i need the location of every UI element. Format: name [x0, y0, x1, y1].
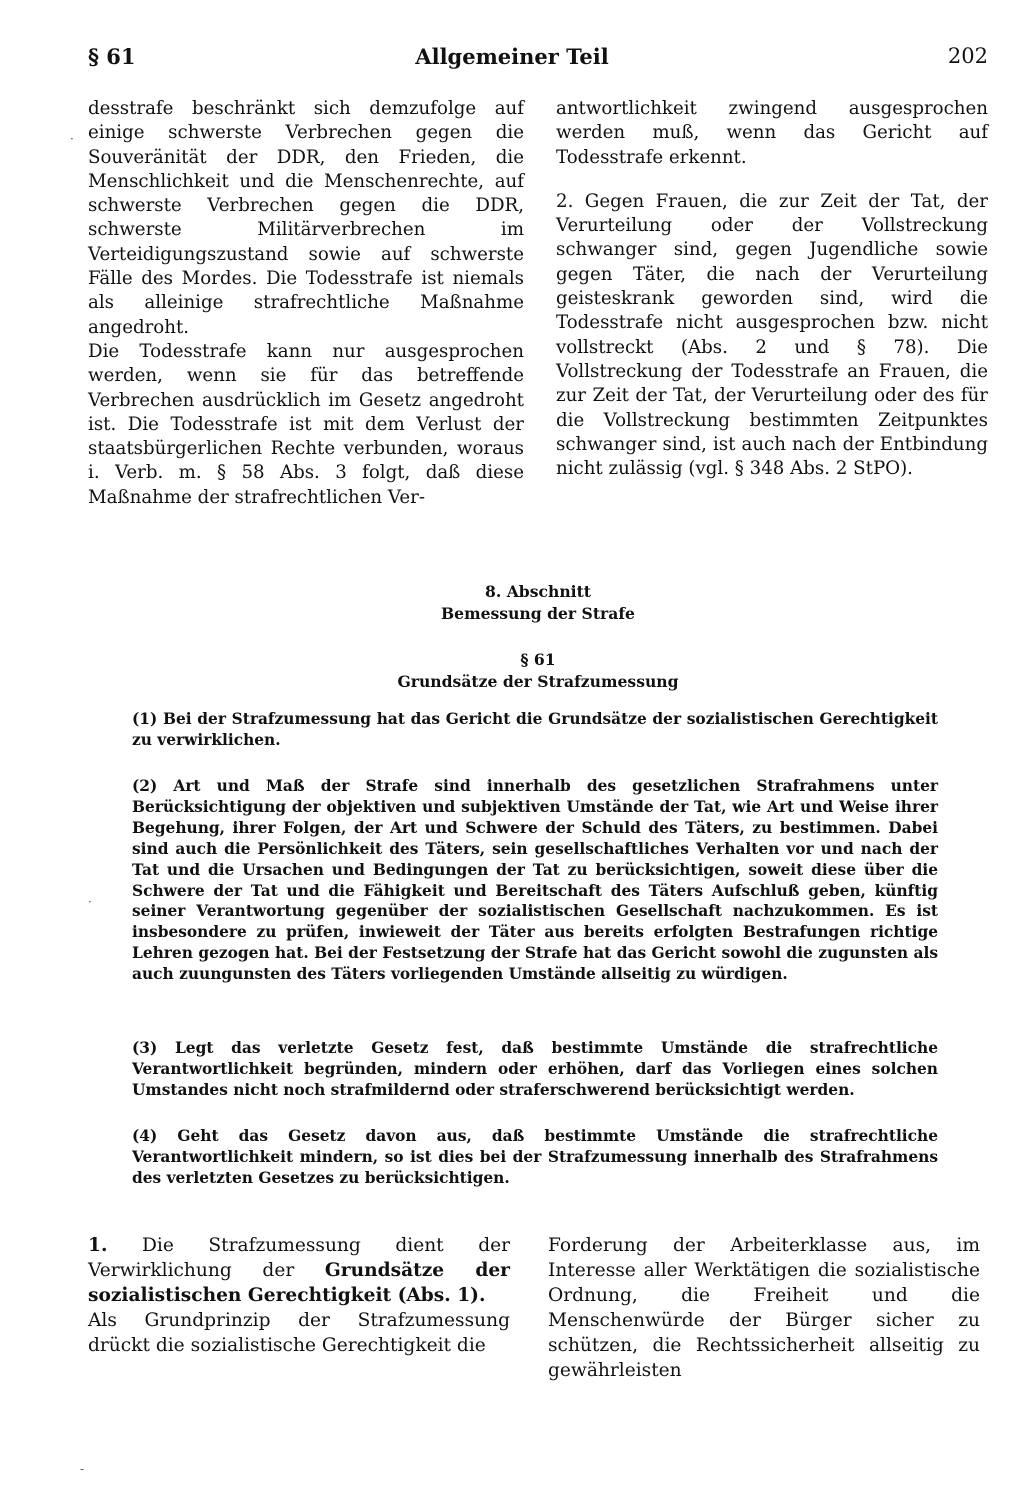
law-text: (4) Geht das Gesetz davon aus, daß bestimmte Umstände die strafrechtliche Verantwortlichkeit mindern, so ist dies bei der Strafzumessung innerhalb des Strafrahmens des verletzten Gesetzes zu berücksichtigen. — [132, 1127, 938, 1187]
running-head-title: Allgemeiner Teil — [415, 44, 609, 69]
print-speck: · — [88, 895, 92, 909]
commentary-paragraph: Als Grundprinzip der Strafzumessung drückt die sozialistische Gerechtigkeit die — [88, 1310, 510, 1356]
commentary-top-left-column — [88, 97, 524, 510]
section-title: Grundsätze der Strafzumessung — [397, 672, 679, 691]
law-paragraph-1 — [132, 709, 938, 751]
commentary-bottom-right-column — [548, 1233, 980, 1383]
commentary-paragraph: Forderung der Arbeiterklasse aus, im Interesse aller Werktätigen die sozialistische Ordnung, die Freiheit und die Menschenwürde der Bürger sicher zu schützen, die Rechtssicherheit allseitig zu gewährleisten — [548, 1235, 980, 1381]
commentary-top-right-column — [556, 97, 988, 481]
commentary-paragraph: Die Todesstrafe kann nur ausgesprochen werden, wenn sie für das betreffende Verbrechen ausdrücklich im Gesetz angedroht ist. Die Todesstrafe ist mit dem Verlust der staatsbürgerlichen Rechte verbunden, woraus i. Verb. m. § 58 Abs. 3 folgt, daß diese Maßnahme der strafrechtlichen Ver- — [88, 340, 524, 508]
law-paragraph-2 — [132, 776, 938, 985]
law-text: (1) Bei der Strafzumessung hat das Gericht die Grundsätze der sozialistischen Gerechtigkeit zu verwirklichen. — [132, 710, 938, 749]
print-speck: · — [70, 132, 74, 146]
page-number: 202 — [947, 44, 988, 68]
print-speck: - — [80, 1462, 85, 1476]
law-text: (2) Art und Maß der Strafe sind innerhalb des gesetzlichen Strafrahmens unter Berücksichtigung der objektiven und subjektiven Umstände der Tat, wie Art und Weise ihrer Begehung, ihrer Folgen, der Art und Schwere der Schuld des Täters, zu bestimmen. Dabei sind auch die Persönlichkeit des Täters, sein gesellschaftliches Verhalten vor und nach der Tat und die Ursachen und Bedingungen der Tat zu berücksichtigen, soweit diese über die Schwere der Tat und die Fähigkeit und Bereitschaft des Täters Aufschluß geben, künftig seiner Verantwortung gegenüber der sozialistischen Gesellschaft nachzukommen. Es ist insbesondere zu prüfen, inwieweit der Täter aus bereits erfolgten Bestrafungen richtige Lehren gezogen hat. Bei der Festsetzung der Strafe hat das Gericht sowohl die zugunsten als auch zuungunsten des Täters vorliegenden Umstände allseitig zu würdigen. — [132, 777, 938, 984]
note-lead: Die Strafzumessung dient der Verwirklichung der — [88, 1235, 510, 1281]
section-heading — [0, 649, 1024, 693]
law-paragraph-4 — [132, 1126, 938, 1189]
chapter-heading — [0, 581, 1024, 625]
law-paragraph-3 — [132, 1038, 938, 1101]
commentary-paragraph: antwortlichkeit zwingend ausgesprochen werden muß, wenn das Gericht auf Todesstrafe erkennt. — [556, 98, 988, 168]
commentary-paragraph: 2. Gegen Frauen, die zur Zeit der Tat, der Verurteilung oder der Vollstreckung schwanger sind, gegen Jugendliche sowie gegen Täter, die nach der Verurteilung geisteskrank geworden sind, wird die Todesstrafe nicht ausgesprochen bzw. nicht vollstreckt (Abs. 2 und § 78). Die Vollstreckung der Todesstrafe an Frauen, die zur Zeit der Tat, der Verurteilung oder des für die Vollstreckung bestimmten Zeitpunktes schwanger sind, ist auch nach der Entbindung nicht zulässig (vgl. § 348 Abs. 2 StPO). — [556, 190, 988, 480]
section-number: § 61 — [520, 650, 556, 669]
chapter-number: 8. Abschnitt — [485, 582, 591, 601]
commentary-paragraph: desstrafe beschränkt sich demzufolge auf einige schwerste Verbrechen gegen die Souveränität der DDR, den Frieden, die Menschlichkeit und die Menschenrechte, auf schwerste Verbrechen gegen die DDR, schwerste Militärverbrechen im Verteidigungszustand sowie auf schwerste Fälle des Mordes. Die Todesstrafe ist niemals als alleinige strafrechtliche Maßnahme angedroht. — [88, 98, 524, 338]
note-number: 1. — [88, 1235, 108, 1256]
running-head-section: § 61 — [88, 44, 136, 69]
chapter-title: Bemessung der Strafe — [441, 604, 635, 623]
note-bold-term: Grundsätze der sozialistischen Gerechtigkeit (Abs. 1). — [88, 1260, 510, 1306]
commentary-bottom-left-column — [88, 1233, 510, 1358]
law-text: (3) Legt das verletzte Gesetz fest, daß bestimmte Umstände die strafrechtliche Verantwortlichkeit begründen, mindern oder erhöhen, darf das Vorliegen eines solchen Umstandes nicht noch strafmildernd oder straferschwerend berücksichtigt werden. — [132, 1039, 938, 1099]
commentary-paragraph — [88, 1233, 510, 1308]
